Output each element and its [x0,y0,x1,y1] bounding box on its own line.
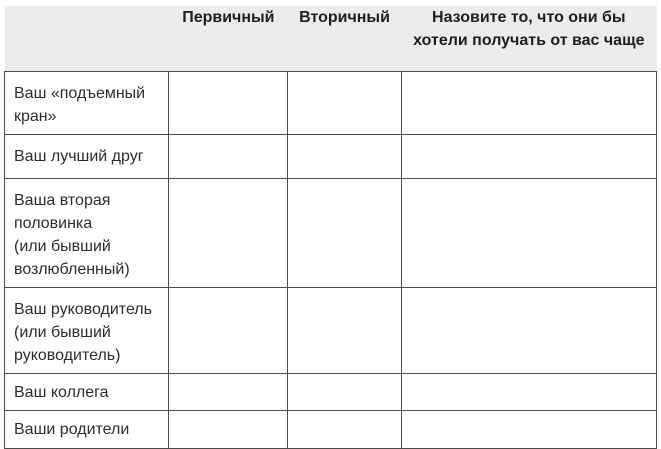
table-row [5,373,657,410]
header-wish [401,6,656,71]
table-row [5,410,657,448]
cell-secondary[interactable] [288,410,401,448]
header-corner-cell [5,6,169,71]
cell-wish[interactable] [401,71,656,134]
row-label-line: Ваш коллега [14,383,109,401]
cell-secondary[interactable] [288,373,401,410]
cell-primary[interactable] [169,71,288,134]
relationship-table [4,6,657,449]
row-label-partner [5,178,169,287]
row-label-best-friend [5,134,169,178]
row-label-line: (или бывший [14,237,111,255]
row-label-line: Ваш руководитель [14,300,152,318]
cell-wish[interactable] [401,178,656,287]
row-label-line: кран» [14,107,57,125]
cell-primary[interactable] [169,373,288,410]
row-label-line: возлюбленный) [14,260,130,278]
cell-secondary[interactable] [288,134,401,178]
cell-primary[interactable] [169,410,288,448]
cell-secondary[interactable] [288,178,401,287]
row-label-line: половинка [14,214,93,232]
header-wish-line-1: Назовите то, что они бы [432,9,626,26]
table-row [5,287,657,373]
row-label-lifter [5,71,169,134]
cell-wish[interactable] [401,410,656,448]
header-wish-line-2: хотели получать от вас чаще [413,32,645,49]
table-header [5,6,657,71]
table-row [5,178,657,287]
header-primary: Первичный [169,6,288,71]
row-label-colleague [5,373,169,410]
row-label-line: Ваш лучший друг [14,147,144,165]
header-secondary: Вторичный [288,6,401,71]
cell-secondary[interactable] [288,287,401,373]
row-label-line: (или бывший [14,323,111,341]
row-label-manager [5,287,169,373]
row-label-line: Ваши родители [14,420,130,438]
cell-wish[interactable] [401,134,656,178]
row-label-line: руководитель) [14,346,121,364]
cell-wish[interactable] [401,373,656,410]
table-row [5,71,657,134]
row-label-parents [5,410,169,448]
row-label-line: Ваш «подъемный [14,84,146,102]
cell-secondary[interactable] [288,71,401,134]
table-row [5,134,657,178]
cell-primary[interactable] [169,134,288,178]
row-label-line: Ваша вторая [14,191,111,209]
cell-primary[interactable] [169,178,288,287]
cell-primary[interactable] [169,287,288,373]
cell-wish[interactable] [401,287,656,373]
